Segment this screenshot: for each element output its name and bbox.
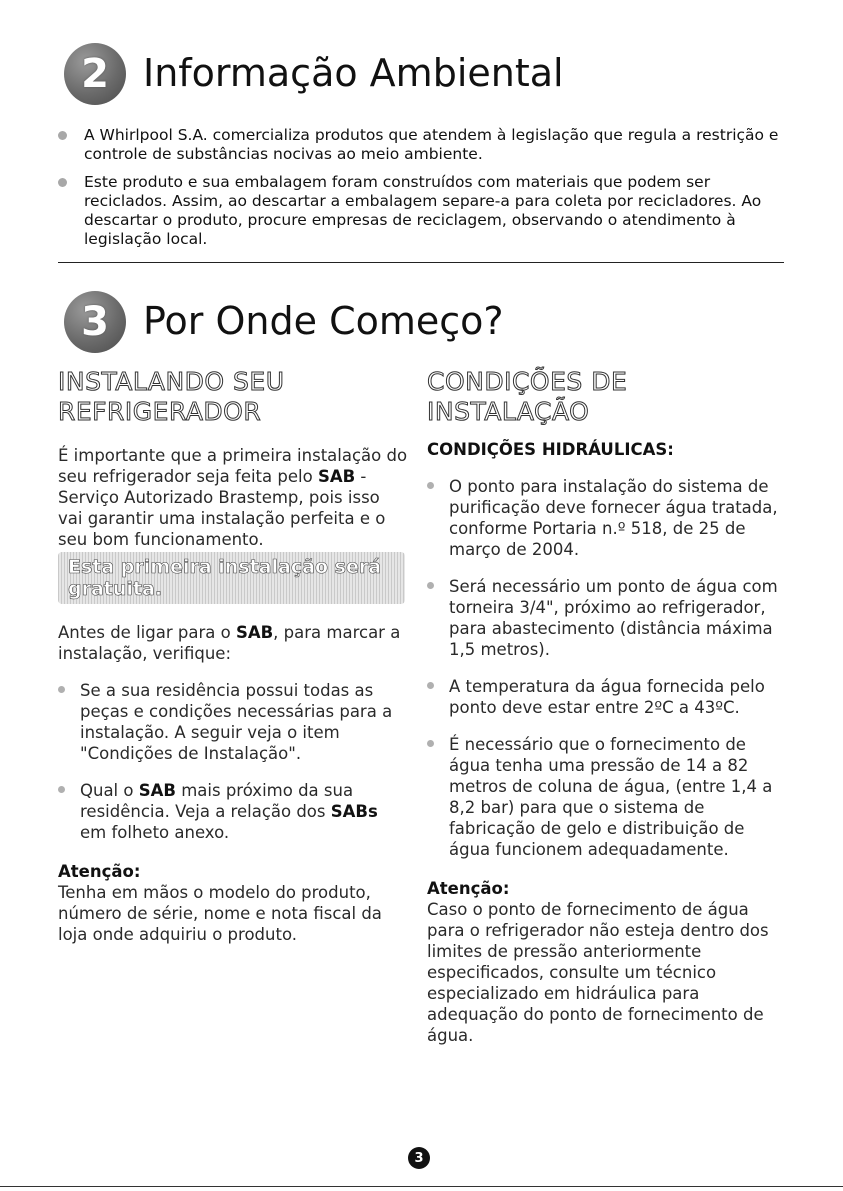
- list-item: [58, 680, 408, 764]
- free-installation-callout: [58, 552, 405, 604]
- list-item: [427, 576, 785, 660]
- before-calling-paragraph: [58, 622, 408, 664]
- environment-bullet-list: [58, 126, 798, 258]
- check-item-2: [80, 781, 378, 842]
- item2-text-c: em folheto anexo.: [80, 823, 230, 842]
- hydraulic-item-4: É necessário que o fornecimento de água tenha uma pressão de 14 a 82 metros de coluna de água, (entre 1,4 a 8,2 bar) para que o sistema de fabricação de gelo e distribuição de água funcionem adequadamente.: [449, 735, 773, 859]
- subheading-hidraulicas: CONDIÇÕES HIDRÁULICAS:: [427, 440, 674, 459]
- hydraulic-item-1: O ponto para instalação do sistema de purificação deve fornecer água tratada, conforme Portaria n.º 518, de 25 de março de 2004.: [449, 477, 778, 559]
- bullet-text: Este produto e sua embalagem foram construídos com materiais que podem ser reciclados. Assim, ao descartar a embalagem separe-a para coleta por recicladores. Ao descartar o produto, procure empresas de reciclagem, observando o atendimento à legislação local.: [84, 173, 762, 248]
- item2-text-a: Qual o: [80, 781, 139, 800]
- page-number: 3: [408, 1147, 430, 1169]
- section-title-por-onde-comeco: Por Onde Começo?: [143, 299, 504, 343]
- attention-label-right: Atenção:: [427, 879, 510, 898]
- hydraulic-item-2: Será necessário um ponto de água com torneira 3/4", próximo ao refrigerador, para abastecimento (distância máxima 1,5 metros).: [449, 577, 778, 659]
- item2-text-b: mais próximo da sua residência. Veja a relação dos: [80, 781, 354, 821]
- callout-line-2: gratuita.: [68, 578, 163, 600]
- section-divider: [58, 262, 784, 263]
- section-number-2: 2: [81, 51, 109, 97]
- before-sab: SAB: [235, 623, 274, 642]
- check-item-1: Se a sua residência possui todas as peças e condições necessárias para a instalação. A seguir veja o item "Condições de Instalação".: [80, 681, 393, 763]
- list-item: [427, 476, 785, 560]
- bullet-icon: [427, 582, 434, 589]
- footer-rule: [0, 1186, 843, 1187]
- list-item: [58, 780, 408, 843]
- left-column: [58, 367, 408, 550]
- list-item: [58, 173, 798, 249]
- section-number-badge-3: [64, 291, 126, 353]
- before-text-b: , para marcar a instalação, verifique:: [58, 623, 401, 663]
- intro-text-a: É importante que a primeira instalação do seu refrigerador seja feita pelo: [58, 446, 408, 486]
- before-text-a: Antes de ligar para o: [58, 623, 236, 642]
- list-item: [427, 676, 785, 718]
- section-number-3: 3: [81, 299, 109, 345]
- intro-text-b: - Serviço Autorizado Brastemp, pois isso vai garantir uma instalação perfeita e o seu bom funcionamento.: [58, 467, 386, 549]
- list-item: [427, 734, 785, 860]
- heading-instalando-line1: INSTALANDO SEU: [58, 367, 285, 396]
- left-column-lower: [58, 622, 408, 945]
- heading-condicoes-instalacao: CONDIÇÕES DE INSTALAÇÃO: [427, 367, 628, 426]
- bullet-icon: [58, 686, 65, 693]
- attention-label-left: Atenção:: [58, 862, 141, 881]
- bullet-icon: [58, 786, 65, 793]
- bullet-icon: [58, 131, 67, 140]
- callout-text: [68, 556, 381, 600]
- heading-instalando-line2: REFRIGERADOR: [58, 397, 262, 426]
- bullet-text: A Whirlpool S.A. comercializa produtos que atendem à legislação que regula a restrição e controle de substâncias nocivas ao meio ambiente.: [84, 126, 779, 163]
- callout-line-1: Esta primeira instalação será: [68, 556, 382, 578]
- bullet-icon: [58, 178, 67, 187]
- section-title-informacao-ambiental: Informação Ambiental: [143, 51, 564, 95]
- bullet-icon: [427, 682, 434, 689]
- section-number-badge-2: [64, 43, 126, 105]
- attention-text-left: Tenha em mãos o modelo do produto, número de série, nome e nota fiscal da loja onde adquiriu o produto.: [58, 883, 382, 944]
- list-item: [58, 126, 798, 164]
- intro-sab: SAB: [317, 467, 356, 486]
- right-column: [427, 367, 785, 1046]
- item2-sabs: SABs: [330, 802, 378, 821]
- bullet-icon: [427, 482, 434, 489]
- hydraulic-item-3: A temperatura da água fornecida pelo ponto deve estar entre 2ºC a 43ºC.: [449, 677, 765, 717]
- item2-sab: SAB: [138, 781, 176, 800]
- bullet-icon: [427, 740, 434, 747]
- attention-text-right: Caso o ponto de fornecimento de água para o refrigerador não esteja dentro dos limites de pressão anteriormente especificados, consulte um técnico especializado em hidráulica para adequação do ponto de fornecimento de água.: [427, 900, 769, 1045]
- intro-paragraph: [58, 445, 408, 550]
